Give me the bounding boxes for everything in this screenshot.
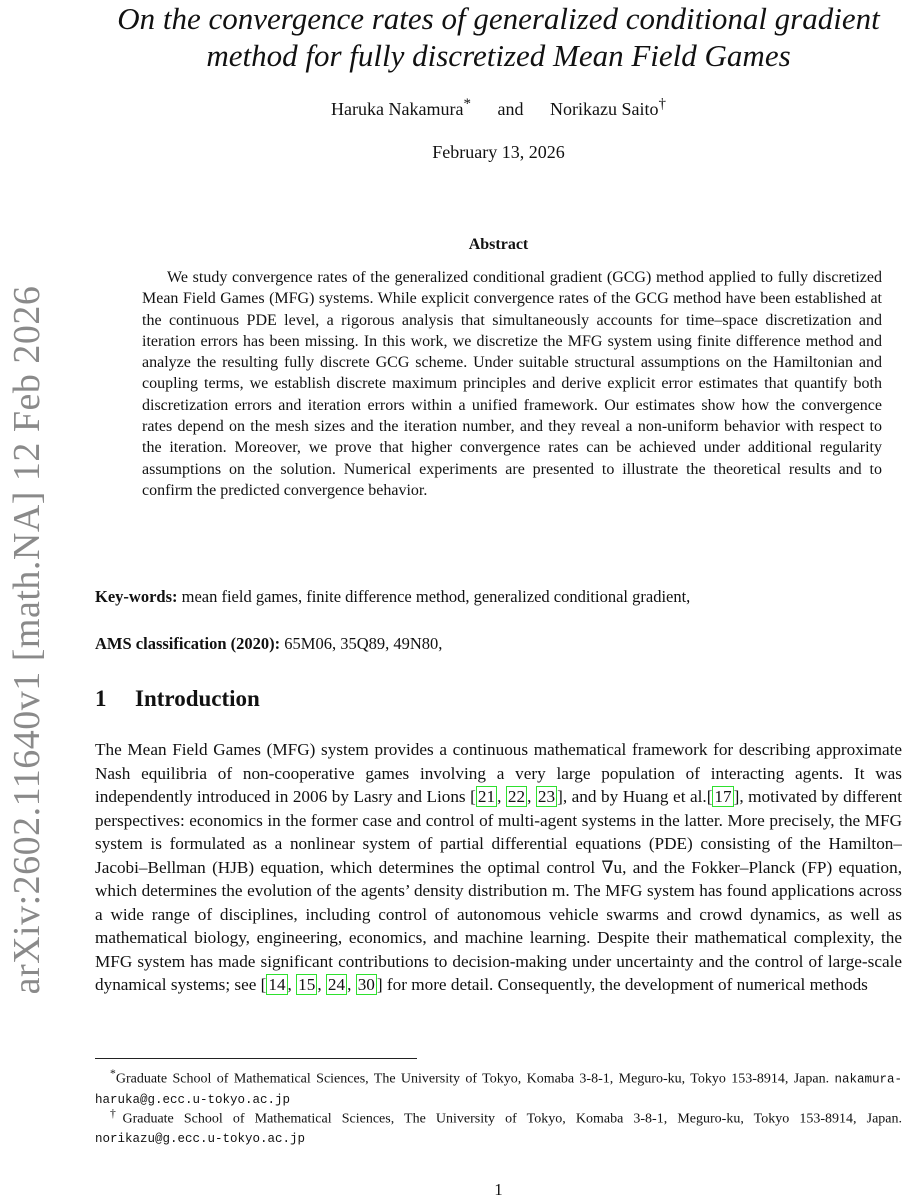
- ams-classification-line: [95, 634, 442, 654]
- author-name: Haruka Nakamura: [331, 99, 464, 119]
- page-number: 1: [494, 1180, 503, 1199]
- author-name: Norikazu Saito: [549, 99, 659, 119]
- footnote-mark: *: [110, 1067, 116, 1080]
- intro-text: ] for more detail. Consequently, the development of numerical methods: [376, 975, 868, 994]
- author-separator: and: [497, 99, 524, 119]
- author-footnote-mark[interactable]: †: [658, 96, 666, 112]
- paper-title: On the convergence rates of generalized conditional gradient method for fully discretized Mean Field Games: [117, 1, 880, 73]
- footnote-mark: †: [110, 1107, 123, 1120]
- arxiv-identifier: arXiv:2602.11640v1 [math.NA] 12 Feb 2026: [6, 285, 48, 995]
- intro-text: ], and by Huang et al.[: [557, 787, 713, 806]
- section-title: Introduction: [135, 686, 260, 711]
- ams-label: AMS classification (2020):: [95, 634, 281, 653]
- ams-value: 65M06, 35Q89, 49N80,: [284, 634, 443, 653]
- citation-link[interactable]: 15: [298, 975, 316, 994]
- section-heading: [95, 686, 260, 712]
- email-address[interactable]: nakamura-haruka@g.ecc.u-tokyo.ac.jp: [95, 1072, 902, 1108]
- keywords-value: mean field games, finite difference method, generalized conditional gradient,: [181, 587, 691, 606]
- arxiv-sidebar-stamp: [2, 190, 52, 1090]
- citation-link[interactable]: 21: [477, 787, 496, 806]
- keywords-line: [95, 587, 690, 607]
- footnote-text: Graduate School of Mathematical Sciences, The University of Tokyo, Komaba 3-8-1, Meguro-ku, Tokyo 153-8914, Japan.: [122, 1111, 902, 1127]
- author-list: [95, 96, 902, 120]
- author-footnote-mark[interactable]: *: [463, 96, 471, 112]
- citation-link[interactable]: 22: [507, 787, 526, 806]
- abstract-heading: Abstract: [468, 236, 529, 253]
- citation-link[interactable]: 23: [537, 787, 556, 806]
- abstract-text: We study convergence rates of the generalized conditional gradient (GCG) method applied to fully discretized Mean Field Games (MFG) systems. While explicit convergence rates of the GCG method have been established at the continuous PDE level, a rigorous analysis that simultaneously accounts for time–space discretization and iteration errors has been missing. In this work, we discretize the MFG system using finite difference method and analyze the resulting fully discrete GCG scheme. Under suitable structural assumptions on the Hamiltonian and coupling terms, we establish discrete maximum principles and derive explicit error estimates that quantify both discretization errors and iteration errors within a unified framework. Our estimates show how the convergence rates depend on the mesh sizes and the iteration number, and they reveal a non-uniform behavior with respect to the iteration. Moreover, we prove that higher convergence rates can be achieved under additional regularity assumptions on the solution. Numerical experiments are presented to illustrate the theoretical results and to confirm the predicted convergence behavior.: [142, 269, 882, 499]
- paper-date: February 13, 2026: [432, 142, 565, 162]
- footnote-text: Graduate School of Mathematical Sciences, The University of Tokyo, Komaba 3-8-1, Meguro-ku, Tokyo 153-8914, Japan.: [115, 1071, 835, 1087]
- footnote-divider: [95, 1058, 417, 1059]
- introduction-paragraph: The Mean Field Games (MFG) system provides a continuous mathematical framework for describing approximate Nash equilibria of non-cooperative games involving a very large population of interacting agents. It was independently introduced in 2006 by Lasry and Lions [ 21 , 22 , 23 ], and by Huang et al.[ 17 ], motivated by different perspectives: economics in the former case and control of multi-agent systems in the latter. More precisely, the MFG system is formulated as a nonlinear system of partial differential equations (PDE) consisting of the Hamilton–Jacobi–Bellman (HJB) equation, which determines the optimal control ∇u, and the Fokker–Planck (FP) equation, which determines the evolution of the agents’ density distribution m. The MFG system has found applications across a wide range of disciplines, including control of autonomous vehicle swarms and crowd dynamics, as well as mathematical biology, engineering, economics, and machine learning. Despite their mathematical complexity, the MFG system has made significant contributions to decision-making under uncertainty and the control of large-scale dynamical systems; see [ 14 , 15 , 24 , 30 ] for more detail. Consequently, the development of numerical methods: [95, 740, 902, 994]
- citation-link[interactable]: 14: [268, 975, 286, 994]
- email-address[interactable]: norikazu@g.ecc.u-tokyo.ac.jp: [95, 1132, 306, 1147]
- section-number: 1: [95, 686, 107, 711]
- keywords-label: Key-words:: [95, 587, 178, 606]
- citation-link[interactable]: 17: [714, 787, 732, 806]
- intro-text: The Mean Field Games (MFG) system provides a continuous mathematical framework for describing approximate Nash equilibria of non-cooperative games involving a very large population of interacting agents. It was independently introduced in 2006 by Lasry and Lions [: [95, 740, 902, 806]
- citation-link[interactable]: 30: [357, 975, 375, 994]
- citation-link[interactable]: 24: [327, 975, 346, 994]
- footnote: [95, 1104, 902, 1150]
- intro-text: ], motivated by different perspectives: economics in the former case and control of multi-agent systems in the latter. More precisely, the MFG system is formulated as a nonlinear system of partial differential equations (PDE) consisting of the Hamilton–Jacobi–Bellman (HJB) equation, which determines the optimal control ∇u, and the Fokker–Planck (FP) equation, which determines the evolution of the agents’ density distribution m. The MFG system has found applications across a wide range of disciplines, including control of autonomous vehicle swarms and crowd dynamics, as well as mathematical biology, engineering, economics, and machine learning. Despite their mathematical complexity, the MFG system has made significant contributions to decision-making under uncertainty and the control of large-scale dynamical systems; see [: [95, 787, 902, 994]
